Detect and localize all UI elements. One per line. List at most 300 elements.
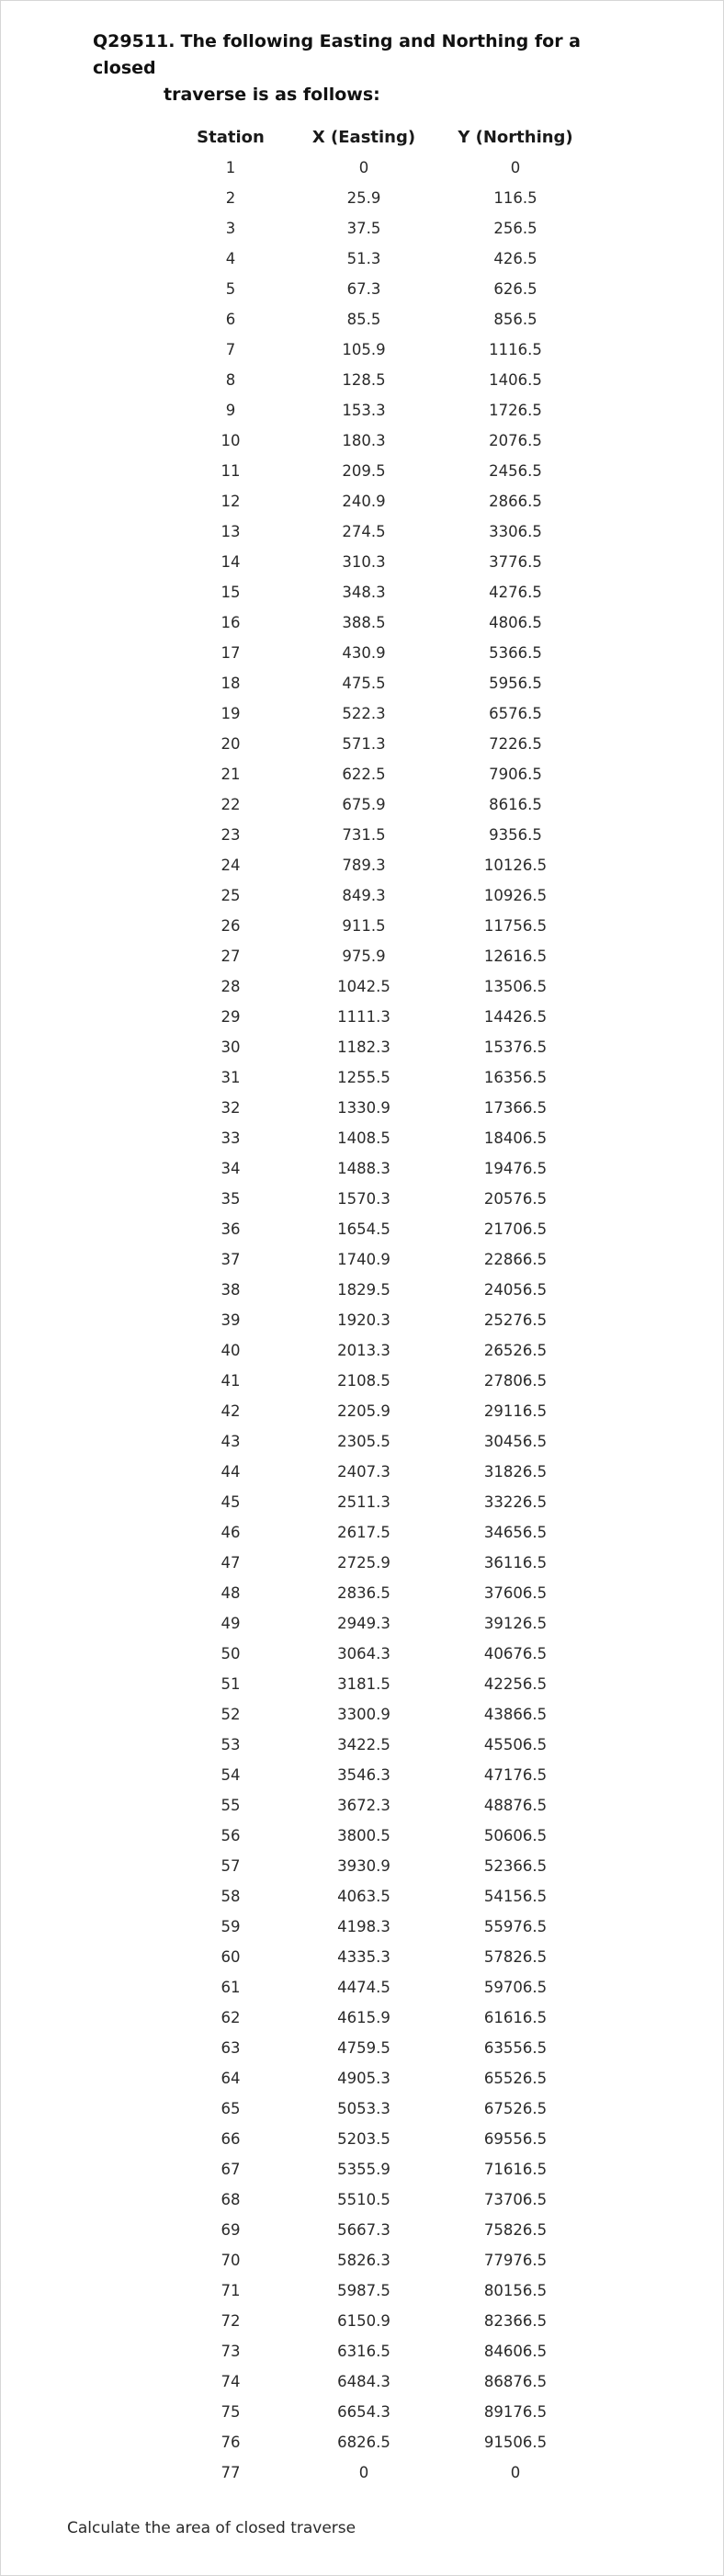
cell-northing: 11756.5 bbox=[483, 917, 548, 935]
table-row bbox=[175, 1244, 589, 1275]
cell-easting: 731.5 bbox=[342, 826, 386, 844]
cell-station: 38 bbox=[221, 1281, 241, 1299]
cell-easting: 5667.3 bbox=[337, 2221, 390, 2239]
cell-northing: 82366.5 bbox=[483, 2312, 548, 2330]
table-header-row bbox=[175, 121, 589, 153]
cell-northing: 5956.5 bbox=[489, 675, 542, 692]
table-row bbox=[175, 2457, 589, 2488]
traverse-coordinates-table bbox=[175, 121, 589, 2488]
cell-station: 27 bbox=[221, 948, 241, 965]
table-row bbox=[175, 1578, 589, 1608]
cell-easting: 153.3 bbox=[342, 402, 386, 419]
cell-northing: 30456.5 bbox=[483, 1433, 548, 1450]
cell-easting: 2013.3 bbox=[337, 1342, 390, 1359]
cell-northing: 86876.5 bbox=[483, 2373, 548, 2390]
cell-easting: 3422.5 bbox=[337, 1736, 390, 1753]
cell-easting: 5826.3 bbox=[337, 2252, 390, 2269]
cell-easting: 6484.3 bbox=[337, 2373, 390, 2390]
cell-easting: 622.5 bbox=[342, 766, 386, 783]
table-row bbox=[175, 1093, 589, 1123]
table-row bbox=[175, 577, 589, 607]
cell-station: 31 bbox=[221, 1069, 241, 1086]
cell-station: 16 bbox=[221, 614, 241, 631]
cell-northing: 61616.5 bbox=[483, 2009, 548, 2026]
cell-station: 47 bbox=[221, 1554, 241, 1572]
cell-station: 7 bbox=[225, 341, 236, 358]
table-row bbox=[175, 1851, 589, 1881]
table-row bbox=[175, 1184, 589, 1214]
table-row bbox=[175, 638, 589, 668]
table-row bbox=[175, 1487, 589, 1517]
table-row bbox=[175, 820, 589, 850]
cell-station: 44 bbox=[221, 1463, 241, 1481]
cell-easting: 2617.5 bbox=[337, 1524, 390, 1541]
cell-easting: 3300.9 bbox=[337, 1706, 390, 1723]
cell-station: 57 bbox=[221, 1857, 241, 1875]
cell-easting: 1182.3 bbox=[337, 1038, 390, 1056]
cell-northing: 89176.5 bbox=[483, 2403, 548, 2421]
cell-northing: 91506.5 bbox=[483, 2434, 548, 2451]
cell-northing: 45506.5 bbox=[483, 1736, 548, 1753]
cell-northing: 65526.5 bbox=[483, 2070, 548, 2087]
cell-easting: 4335.3 bbox=[337, 1948, 390, 1966]
cell-station: 39 bbox=[221, 1311, 241, 1329]
cell-easting: 25.9 bbox=[346, 189, 381, 207]
cell-station: 58 bbox=[221, 1888, 241, 1905]
cell-station: 14 bbox=[221, 553, 241, 571]
cell-easting: 1255.5 bbox=[337, 1069, 390, 1086]
cell-station: 34 bbox=[221, 1160, 241, 1177]
cell-northing: 73706.5 bbox=[483, 2191, 548, 2208]
question-id: Q29511. bbox=[93, 31, 175, 51]
cell-easting: 2108.5 bbox=[337, 1372, 390, 1390]
cell-station: 1 bbox=[225, 159, 236, 176]
cell-northing: 10126.5 bbox=[483, 857, 548, 874]
cell-easting: 6150.9 bbox=[337, 2312, 390, 2330]
cell-easting: 1330.9 bbox=[337, 1099, 390, 1117]
cell-station: 45 bbox=[221, 1493, 241, 1511]
cell-station: 9 bbox=[225, 402, 236, 419]
cell-station: 50 bbox=[221, 1645, 241, 1662]
cell-northing: 36116.5 bbox=[483, 1554, 548, 1572]
cell-northing: 3306.5 bbox=[489, 523, 542, 540]
cell-northing: 116.5 bbox=[493, 189, 537, 207]
cell-northing: 6576.5 bbox=[489, 705, 542, 722]
cell-northing: 15376.5 bbox=[483, 1038, 548, 1056]
table-row bbox=[175, 850, 589, 880]
cell-station: 62 bbox=[221, 2009, 241, 2026]
cell-northing: 16356.5 bbox=[483, 1069, 548, 1086]
cell-northing: 1116.5 bbox=[489, 341, 542, 358]
table-row bbox=[175, 1305, 589, 1335]
table-row bbox=[175, 2003, 589, 2033]
cell-northing: 39126.5 bbox=[483, 1615, 548, 1632]
cell-northing: 2866.5 bbox=[489, 493, 542, 510]
table-row bbox=[175, 213, 589, 244]
cell-easting: 3064.3 bbox=[337, 1645, 390, 1662]
cell-northing: 75826.5 bbox=[483, 2221, 548, 2239]
cell-easting: 975.9 bbox=[342, 948, 386, 965]
cell-northing: 43866.5 bbox=[483, 1706, 548, 1723]
cell-northing: 84606.5 bbox=[483, 2343, 548, 2360]
cell-station: 2 bbox=[225, 189, 236, 207]
cell-easting: 3181.5 bbox=[337, 1675, 390, 1693]
table-row bbox=[175, 1608, 589, 1639]
cell-station: 77 bbox=[221, 2464, 241, 2481]
table-row bbox=[175, 516, 589, 547]
cell-easting: 789.3 bbox=[342, 857, 386, 874]
table-row bbox=[175, 547, 589, 577]
table-row bbox=[175, 2063, 589, 2094]
cell-station: 13 bbox=[221, 523, 241, 540]
table-row bbox=[175, 1457, 589, 1487]
cell-station: 72 bbox=[221, 2312, 241, 2330]
cell-northing: 24056.5 bbox=[483, 1281, 548, 1299]
question-line-1 bbox=[93, 28, 607, 82]
cell-northing: 22866.5 bbox=[483, 1251, 548, 1268]
table-row bbox=[175, 2033, 589, 2063]
cell-northing: 10926.5 bbox=[483, 887, 548, 904]
cell-northing: 21706.5 bbox=[483, 1220, 548, 1238]
cell-easting: 67.3 bbox=[346, 280, 381, 298]
table-row bbox=[175, 365, 589, 395]
cell-easting: 128.5 bbox=[342, 371, 386, 389]
cell-easting: 1920.3 bbox=[337, 1311, 390, 1329]
cell-station: 20 bbox=[221, 735, 241, 753]
cell-easting: 348.3 bbox=[342, 584, 386, 601]
cell-northing: 13506.5 bbox=[483, 978, 548, 995]
cell-easting: 180.3 bbox=[342, 432, 386, 449]
table-row bbox=[175, 1972, 589, 2003]
table-row bbox=[175, 1790, 589, 1821]
cell-station: 67 bbox=[221, 2161, 241, 2178]
cell-station: 51 bbox=[221, 1675, 241, 1693]
table-row bbox=[175, 183, 589, 213]
cell-northing: 40676.5 bbox=[483, 1645, 548, 1662]
table-row bbox=[175, 1335, 589, 1366]
cell-northing: 20576.5 bbox=[483, 1190, 548, 1208]
table-row bbox=[175, 1730, 589, 1760]
cell-station: 18 bbox=[221, 675, 241, 692]
cell-station: 32 bbox=[221, 1099, 241, 1117]
cell-northing: 67526.5 bbox=[483, 2100, 548, 2117]
cell-northing: 80156.5 bbox=[483, 2282, 548, 2299]
cell-easting: 4759.5 bbox=[337, 2039, 390, 2057]
cell-easting: 0 bbox=[358, 2464, 369, 2481]
cell-northing: 29116.5 bbox=[483, 1402, 548, 1420]
table-row bbox=[175, 1548, 589, 1578]
cell-easting: 310.3 bbox=[342, 553, 386, 571]
cell-station: 5 bbox=[225, 280, 236, 298]
cell-easting: 3546.3 bbox=[337, 1766, 390, 1784]
cell-northing: 4276.5 bbox=[489, 584, 542, 601]
cell-station: 53 bbox=[221, 1736, 241, 1753]
cell-northing: 77976.5 bbox=[483, 2252, 548, 2269]
cell-station: 60 bbox=[221, 1948, 241, 1966]
table-row bbox=[175, 1153, 589, 1184]
table-row bbox=[175, 668, 589, 698]
cell-easting: 4063.5 bbox=[337, 1888, 390, 1905]
cell-northing: 856.5 bbox=[493, 311, 537, 328]
cell-station: 17 bbox=[221, 644, 241, 662]
table-row bbox=[175, 1942, 589, 1972]
table-row bbox=[175, 1760, 589, 1790]
cell-northing: 33226.5 bbox=[483, 1493, 548, 1511]
table-row bbox=[175, 729, 589, 759]
table-row bbox=[175, 244, 589, 274]
cell-northing: 14426.5 bbox=[483, 1008, 548, 1026]
cell-northing: 18406.5 bbox=[483, 1129, 548, 1147]
cell-easting: 2725.9 bbox=[337, 1554, 390, 1572]
cell-easting: 4198.3 bbox=[337, 1918, 390, 1935]
cell-northing: 2076.5 bbox=[489, 432, 542, 449]
table-body bbox=[175, 153, 589, 2488]
cell-northing: 69556.5 bbox=[483, 2130, 548, 2148]
cell-easting: 2407.3 bbox=[337, 1463, 390, 1481]
table-row bbox=[175, 2427, 589, 2457]
table-row bbox=[175, 426, 589, 456]
cell-northing: 55976.5 bbox=[483, 1918, 548, 1935]
cell-easting: 274.5 bbox=[342, 523, 386, 540]
cell-easting: 4905.3 bbox=[337, 2070, 390, 2087]
cell-easting: 2836.5 bbox=[337, 1584, 390, 1602]
cell-station: 43 bbox=[221, 1433, 241, 1450]
cell-easting: 1829.5 bbox=[337, 1281, 390, 1299]
cell-easting: 51.3 bbox=[346, 250, 381, 267]
cell-northing: 12616.5 bbox=[483, 948, 548, 965]
table-row bbox=[175, 1123, 589, 1153]
table-row bbox=[175, 395, 589, 426]
question-text-1: The following Easting and Northing for a closed bbox=[93, 31, 581, 78]
cell-easting: 522.3 bbox=[342, 705, 386, 722]
cell-easting: 675.9 bbox=[342, 796, 386, 813]
cell-station: 24 bbox=[221, 857, 241, 874]
cell-easting: 37.5 bbox=[346, 220, 381, 237]
cell-easting: 85.5 bbox=[346, 311, 381, 328]
table-row bbox=[175, 789, 589, 820]
cell-station: 70 bbox=[221, 2252, 241, 2269]
table-row bbox=[175, 1396, 589, 1426]
table-row bbox=[175, 1002, 589, 1032]
cell-station: 11 bbox=[221, 462, 241, 480]
cell-easting: 4615.9 bbox=[337, 2009, 390, 2026]
table-row bbox=[175, 2275, 589, 2306]
cell-station: 15 bbox=[221, 584, 241, 601]
cell-easting: 3930.9 bbox=[337, 1857, 390, 1875]
cell-northing: 50606.5 bbox=[483, 1827, 548, 1844]
cell-station: 48 bbox=[221, 1584, 241, 1602]
cell-station: 19 bbox=[221, 705, 241, 722]
cell-northing: 17366.5 bbox=[483, 1099, 548, 1117]
cell-northing: 34656.5 bbox=[483, 1524, 548, 1541]
table-row bbox=[175, 698, 589, 729]
cell-station: 40 bbox=[221, 1342, 241, 1359]
cell-easting: 2511.3 bbox=[337, 1493, 390, 1511]
cell-easting: 105.9 bbox=[342, 341, 386, 358]
cell-station: 3 bbox=[225, 220, 236, 237]
cell-easting: 3800.5 bbox=[337, 1827, 390, 1844]
cell-station: 22 bbox=[221, 796, 241, 813]
cell-station: 73 bbox=[221, 2343, 241, 2360]
cell-northing: 42256.5 bbox=[483, 1675, 548, 1693]
cell-station: 36 bbox=[221, 1220, 241, 1238]
table-row bbox=[175, 1821, 589, 1851]
cell-station: 41 bbox=[221, 1372, 241, 1390]
cell-easting: 5355.9 bbox=[337, 2161, 390, 2178]
cell-station: 35 bbox=[221, 1190, 241, 1208]
cell-northing: 48876.5 bbox=[483, 1797, 548, 1814]
cell-easting: 2305.5 bbox=[337, 1433, 390, 1450]
cell-easting: 430.9 bbox=[342, 644, 386, 662]
table-row bbox=[175, 1517, 589, 1548]
cell-easting: 1408.5 bbox=[337, 1129, 390, 1147]
cell-easting: 0 bbox=[358, 159, 369, 176]
table-row bbox=[175, 2397, 589, 2427]
cell-northing: 4806.5 bbox=[489, 614, 542, 631]
cell-station: 56 bbox=[221, 1827, 241, 1844]
cell-northing: 2456.5 bbox=[489, 462, 542, 480]
cell-easting: 3672.3 bbox=[337, 1797, 390, 1814]
cell-station: 63 bbox=[221, 2039, 241, 2057]
cell-northing: 9356.5 bbox=[489, 826, 542, 844]
table-row bbox=[175, 2245, 589, 2275]
cell-station: 55 bbox=[221, 1797, 241, 1814]
cell-northing: 63556.5 bbox=[483, 2039, 548, 2057]
cell-easting: 6316.5 bbox=[337, 2343, 390, 2360]
cell-station: 4 bbox=[225, 250, 236, 267]
cell-northing: 1726.5 bbox=[489, 402, 542, 419]
cell-easting: 2205.9 bbox=[337, 1402, 390, 1420]
table-row bbox=[175, 1699, 589, 1730]
cell-station: 6 bbox=[225, 311, 236, 328]
cell-easting: 1654.5 bbox=[337, 1220, 390, 1238]
table-row bbox=[175, 880, 589, 911]
table-row bbox=[175, 2124, 589, 2154]
table-row bbox=[175, 335, 589, 365]
table-row bbox=[175, 2154, 589, 2184]
cell-easting: 209.5 bbox=[342, 462, 386, 480]
cell-station: 29 bbox=[221, 1008, 241, 1026]
header-easting: X (Easting) bbox=[311, 127, 416, 147]
cell-station: 71 bbox=[221, 2282, 241, 2299]
table-row bbox=[175, 759, 589, 789]
question-heading bbox=[93, 28, 607, 108]
question-prompt: Calculate the area of closed traverse bbox=[67, 2519, 356, 2537]
cell-station: 65 bbox=[221, 2100, 241, 2117]
cell-northing: 0 bbox=[510, 159, 521, 176]
cell-easting: 2949.3 bbox=[337, 1615, 390, 1632]
cell-northing: 54156.5 bbox=[483, 1888, 548, 1905]
cell-station: 49 bbox=[221, 1615, 241, 1632]
cell-easting: 475.5 bbox=[342, 675, 386, 692]
cell-northing: 626.5 bbox=[493, 280, 537, 298]
cell-station: 74 bbox=[221, 2373, 241, 2390]
table-row bbox=[175, 1426, 589, 1457]
cell-station: 26 bbox=[221, 917, 241, 935]
cell-northing: 52366.5 bbox=[483, 1857, 548, 1875]
cell-station: 8 bbox=[225, 371, 236, 389]
table-row bbox=[175, 911, 589, 941]
cell-easting: 571.3 bbox=[342, 735, 386, 753]
table-row bbox=[175, 2306, 589, 2336]
cell-northing: 26526.5 bbox=[483, 1342, 548, 1359]
table-row bbox=[175, 1669, 589, 1699]
table-row bbox=[175, 1639, 589, 1669]
table-row bbox=[175, 2366, 589, 2397]
cell-station: 12 bbox=[221, 493, 241, 510]
cell-northing: 7906.5 bbox=[489, 766, 542, 783]
cell-station: 46 bbox=[221, 1524, 241, 1541]
cell-station: 69 bbox=[221, 2221, 241, 2239]
table-row bbox=[175, 1032, 589, 1062]
cell-easting: 1042.5 bbox=[337, 978, 390, 995]
cell-station: 61 bbox=[221, 1979, 241, 1996]
cell-station: 30 bbox=[221, 1038, 241, 1056]
cell-station: 52 bbox=[221, 1706, 241, 1723]
table-row bbox=[175, 1912, 589, 1942]
cell-easting: 5987.5 bbox=[337, 2282, 390, 2299]
cell-easting: 911.5 bbox=[342, 917, 386, 935]
cell-station: 10 bbox=[221, 432, 241, 449]
cell-easting: 6826.5 bbox=[337, 2434, 390, 2451]
cell-easting: 5053.3 bbox=[337, 2100, 390, 2117]
table-row bbox=[175, 1275, 589, 1305]
cell-northing: 25276.5 bbox=[483, 1311, 548, 1329]
cell-station: 68 bbox=[221, 2191, 241, 2208]
header-station: Station bbox=[197, 127, 265, 147]
table-row bbox=[175, 2336, 589, 2366]
table-row bbox=[175, 941, 589, 971]
cell-northing: 71616.5 bbox=[483, 2161, 548, 2178]
cell-northing: 8616.5 bbox=[489, 796, 542, 813]
cell-easting: 1570.3 bbox=[337, 1190, 390, 1208]
table-row bbox=[175, 486, 589, 516]
cell-easting: 1111.3 bbox=[337, 1008, 390, 1026]
cell-northing: 3776.5 bbox=[489, 553, 542, 571]
table-row bbox=[175, 304, 589, 335]
cell-easting: 388.5 bbox=[342, 614, 386, 631]
cell-northing: 59706.5 bbox=[483, 1979, 548, 1996]
cell-station: 21 bbox=[221, 766, 241, 783]
cell-northing: 27806.5 bbox=[483, 1372, 548, 1390]
cell-northing: 426.5 bbox=[493, 250, 537, 267]
cell-northing: 7226.5 bbox=[489, 735, 542, 753]
cell-easting: 5510.5 bbox=[337, 2191, 390, 2208]
table-row bbox=[175, 607, 589, 638]
cell-station: 33 bbox=[221, 1129, 241, 1147]
cell-easting: 6654.3 bbox=[337, 2403, 390, 2421]
cell-station: 76 bbox=[221, 2434, 241, 2451]
table-row bbox=[175, 153, 589, 183]
cell-northing: 37606.5 bbox=[483, 1584, 548, 1602]
table-row bbox=[175, 1881, 589, 1912]
cell-northing: 256.5 bbox=[493, 220, 537, 237]
cell-station: 42 bbox=[221, 1402, 241, 1420]
cell-northing: 47176.5 bbox=[483, 1766, 548, 1784]
table-row bbox=[175, 274, 589, 304]
cell-northing: 0 bbox=[510, 2464, 521, 2481]
cell-easting: 1488.3 bbox=[337, 1160, 390, 1177]
cell-easting: 240.9 bbox=[342, 493, 386, 510]
cell-station: 37 bbox=[221, 1251, 241, 1268]
header-northing: Y (Northing) bbox=[458, 127, 573, 147]
table-row bbox=[175, 1214, 589, 1244]
cell-station: 25 bbox=[221, 887, 241, 904]
cell-easting: 1740.9 bbox=[337, 1251, 390, 1268]
table-row bbox=[175, 2215, 589, 2245]
cell-northing: 19476.5 bbox=[483, 1160, 548, 1177]
cell-station: 64 bbox=[221, 2070, 241, 2087]
